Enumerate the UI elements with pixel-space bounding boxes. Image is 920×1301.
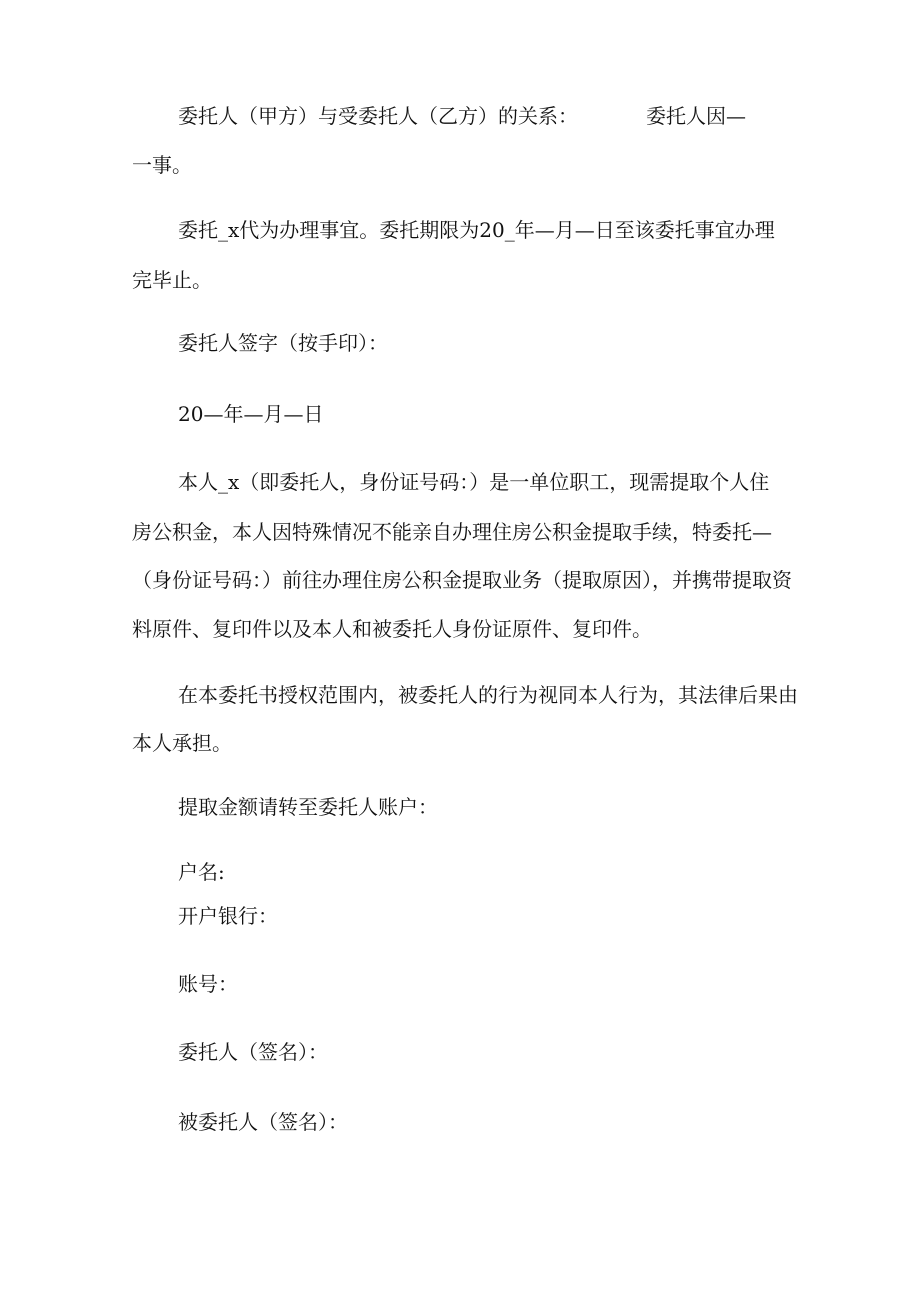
entrust-period-continuation: 完毕止。 <box>132 268 212 292</box>
reason-continuation: 一事。 <box>132 153 192 177</box>
relationship-text: 委托人（甲方）与受委托人（乙方）的关系： <box>178 104 578 128</box>
account-number-field: 账号： <box>178 972 238 996</box>
statement-line-2: 房公积金，本人因特殊情况不能亲自办理住房公积金提取手续，特委托— <box>132 520 772 544</box>
agent-signature-field: 被委托人（签名）： <box>178 1110 348 1134</box>
transfer-instruction: 提取金额请转至委托人账户： <box>178 795 438 819</box>
entrust-period-line: 委托_x代为办理事宜。委托期限为20_年—月—日至该委托事宜办理 <box>178 218 775 242</box>
bank-field: 开户银行： <box>178 904 278 928</box>
statement-line-3: （身份证号码：）前往办理住房公积金提取业务（提取原因），并携带提取资 <box>132 568 792 592</box>
statement-line-1: 本人_x（即委托人，身份证号码：）是一单位职工，现需提取个人住 <box>178 470 770 494</box>
account-name-field: 户名: <box>178 860 225 884</box>
authorization-line-2: 本人承担。 <box>132 731 232 755</box>
principal-signature-field: 委托人（签名）： <box>178 1040 328 1064</box>
principal-signature-fingerprint: 委托人签字（按手印）： <box>178 331 388 355</box>
reason-text: 委托人因— <box>646 104 746 128</box>
statement-line-4: 料原件、复印件以及本人和被委托人身份证原件、复印件。 <box>132 617 652 641</box>
authorization-line-1: 在本委托书授权范围内，被委托人的行为视同本人行为，其法律后果由 <box>178 683 798 707</box>
relationship-line <box>178 104 746 128</box>
date-line: 20—年—月—日 <box>178 402 324 426</box>
